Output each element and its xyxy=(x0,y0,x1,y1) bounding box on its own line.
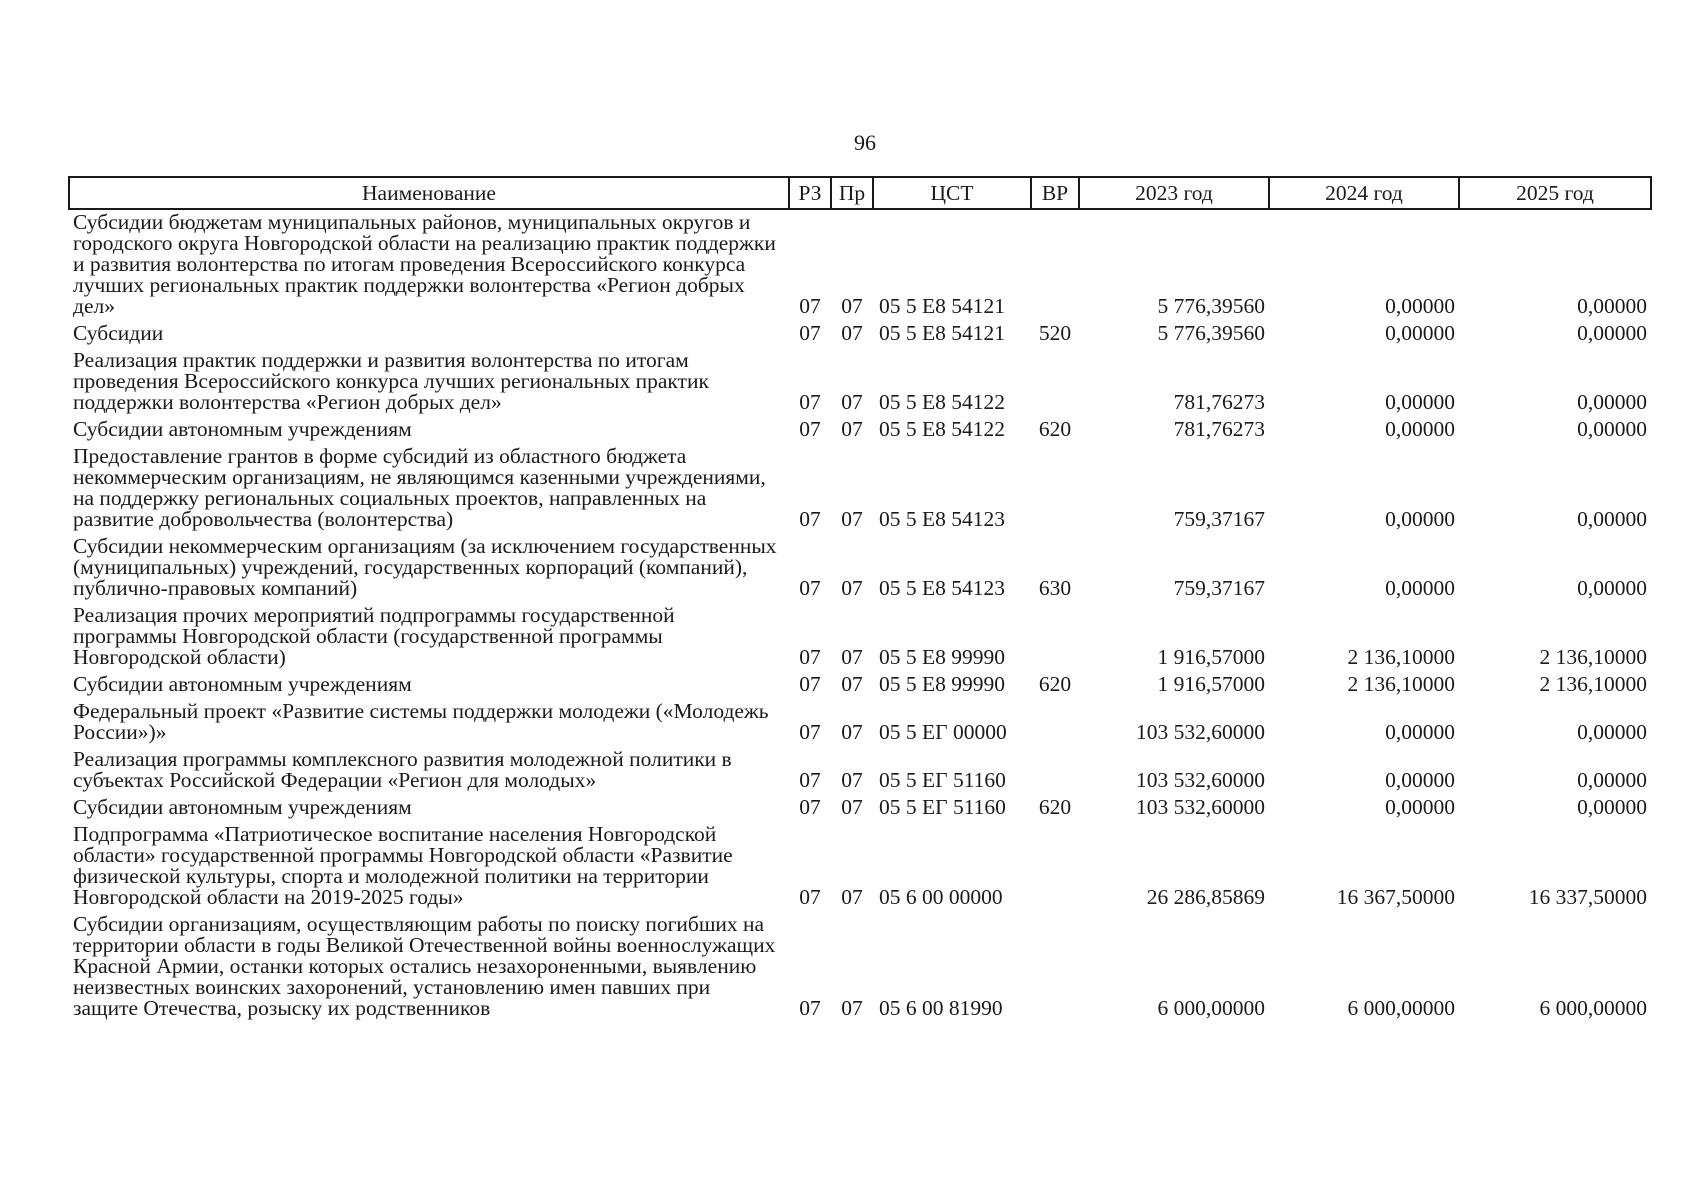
cell-vr: 620 xyxy=(1038,417,1072,441)
cell-name: Субсидии автономным учреждениям xyxy=(73,417,412,441)
cell-rz: 07 xyxy=(799,321,821,345)
cell-year-2023: 1 916,57000 xyxy=(1157,672,1265,696)
cell-year-2023: 759,37167 xyxy=(1173,507,1265,531)
table-row xyxy=(69,912,1651,1023)
header-year-2023: 2023 год xyxy=(1079,177,1269,209)
cell-cst: 05 5 Е8 54121 xyxy=(879,294,1006,318)
cell-rz: 07 xyxy=(799,417,821,441)
cell-cst: 05 5 ЕГ 51160 xyxy=(879,768,1006,792)
table-header-row xyxy=(69,177,1651,209)
cell-year-2025: 0,00000 xyxy=(1577,576,1647,600)
cell-year-2023: 6 000,00000 xyxy=(1157,996,1265,1020)
cell-vr: 620 xyxy=(1038,795,1072,819)
cell-rz: 07 xyxy=(799,507,821,531)
cell-pr: 07 xyxy=(841,321,863,345)
cell-year-2023: 1 916,57000 xyxy=(1157,645,1265,669)
cell-rz: 07 xyxy=(799,294,821,318)
cell-vr xyxy=(1031,747,1079,795)
cell-pr: 07 xyxy=(841,390,863,414)
cell-vr: 520 xyxy=(1038,321,1072,345)
cell-vr xyxy=(1031,444,1079,534)
cell-year-2025: 0,00000 xyxy=(1577,720,1647,744)
cell-pr: 07 xyxy=(841,417,863,441)
cell-pr: 07 xyxy=(841,996,863,1020)
cell-year-2023: 26 286,85869 xyxy=(1146,885,1265,909)
cell-vr xyxy=(1031,912,1079,1023)
cell-year-2024: 0,00000 xyxy=(1385,417,1455,441)
table-row xyxy=(69,822,1651,912)
cell-rz: 07 xyxy=(799,885,821,909)
page-number: 96 xyxy=(854,130,876,155)
cell-year-2025: 6 000,00000 xyxy=(1539,996,1647,1020)
cell-year-2023: 759,37167 xyxy=(1173,576,1265,600)
cell-year-2025: 2 136,10000 xyxy=(1539,672,1647,696)
table-row xyxy=(69,603,1651,672)
cell-year-2023: 781,76273 xyxy=(1173,390,1265,414)
cell-cst: 05 5 Е8 99990 xyxy=(879,645,1006,669)
cell-year-2023: 5 776,39560 xyxy=(1157,294,1265,318)
cell-pr: 07 xyxy=(841,885,863,909)
cell-year-2023: 103 532,60000 xyxy=(1136,720,1265,744)
cell-year-2025: 2 136,10000 xyxy=(1539,645,1647,669)
cell-name: Предоставление грантов в форме субсидий из областного бюджета некоммерческим организациям, не являющимся казенными учреждениями, на поддержку региональных социальных проектов, направленных на развитие добровольчества (волонтерства) xyxy=(73,444,766,531)
cell-name: Реализация программы комплексного развития молодежной политики в субъектах Российской Федерации «Регион для молодых» xyxy=(73,747,732,792)
cell-pr: 07 xyxy=(841,768,863,792)
cell-cst: 05 5 ЕГ 51160 xyxy=(879,795,1006,819)
cell-cst: 05 5 Е8 54123 xyxy=(879,576,1006,600)
cell-vr xyxy=(1031,348,1079,417)
table-row xyxy=(69,417,1651,444)
cell-vr xyxy=(1031,603,1079,672)
cell-cst: 05 6 00 00000 xyxy=(879,885,1003,909)
cell-year-2025: 0,00000 xyxy=(1577,507,1647,531)
cell-name: Субсидии бюджетам муниципальных районов, муниципальных округов и городского округа Новгородской области на реализацию практик поддержки и развития волонтерства по итогам проведения Всероссийского конкурса лучших региональных практик поддержки волонтерства «Регион добрых дел» xyxy=(73,210,776,318)
cell-pr: 07 xyxy=(841,576,863,600)
header-vr: ВР xyxy=(1031,177,1079,209)
cell-name: Подпрограмма «Патриотическое воспитание населения Новгородской области» государственной программы Новгородской области «Развитие физической культуры, спорта и молодежной политики на территории Новгородской области на 2019-2025 годы» xyxy=(73,822,733,909)
cell-rz: 07 xyxy=(799,795,821,819)
table-row xyxy=(69,672,1651,699)
cell-year-2023: 781,76273 xyxy=(1173,417,1265,441)
table-row xyxy=(69,534,1651,603)
cell-cst: 05 6 00 81990 xyxy=(879,996,1003,1020)
header-year-2025: 2025 год xyxy=(1459,177,1651,209)
cell-vr xyxy=(1031,209,1079,321)
budget-table xyxy=(68,176,1652,1023)
cell-year-2023: 103 532,60000 xyxy=(1136,795,1265,819)
cell-rz: 07 xyxy=(799,768,821,792)
cell-cst: 05 5 Е8 54122 xyxy=(879,390,1006,414)
cell-rz: 07 xyxy=(799,672,821,696)
cell-cst: 05 5 Е8 54121 xyxy=(879,321,1006,345)
table-body xyxy=(69,209,1651,1023)
cell-name: Федеральный проект «Развитие системы поддержки молодежи («Молодежь России»)» xyxy=(73,699,769,744)
cell-year-2024: 0,00000 xyxy=(1385,294,1455,318)
cell-year-2024: 0,00000 xyxy=(1385,321,1455,345)
cell-year-2024: 0,00000 xyxy=(1385,795,1455,819)
header-cst: ЦСТ xyxy=(873,177,1031,209)
cell-pr: 07 xyxy=(841,672,863,696)
cell-vr xyxy=(1031,822,1079,912)
cell-cst: 05 5 Е8 54123 xyxy=(879,507,1006,531)
cell-name: Субсидии организациям, осуществляющим работы по поиску погибших на территории области в годы Великой Отечественной войны военнослужащих Красной Армии, останки которых остались незахороненными, выявлению неизвестных воинских захоронений, установлению имен павших при защите Отечества, розыску их родственников xyxy=(73,912,776,1020)
header-pr: Пр xyxy=(831,177,873,209)
cell-year-2023: 5 776,39560 xyxy=(1157,321,1265,345)
cell-year-2025: 0,00000 xyxy=(1577,390,1647,414)
cell-name: Субсидии xyxy=(73,321,164,345)
header-rz: РЗ xyxy=(789,177,831,209)
table-row xyxy=(69,444,1651,534)
cell-pr: 07 xyxy=(841,645,863,669)
cell-pr: 07 xyxy=(841,294,863,318)
cell-year-2025: 0,00000 xyxy=(1577,294,1647,318)
cell-year-2024: 2 136,10000 xyxy=(1347,672,1455,696)
cell-year-2025: 16 337,50000 xyxy=(1528,885,1647,909)
cell-pr: 07 xyxy=(841,795,863,819)
cell-name: Реализация прочих мероприятий подпрограммы государственной программы Новгородской области (государственной программы Новгородской области) xyxy=(73,603,675,669)
cell-pr: 07 xyxy=(841,720,863,744)
cell-year-2025: 0,00000 xyxy=(1577,795,1647,819)
table-row xyxy=(69,209,1651,321)
cell-name: Субсидии автономным учреждениям xyxy=(73,795,412,819)
cell-year-2024: 6 000,00000 xyxy=(1347,996,1455,1020)
header-name: Наименование xyxy=(69,177,789,209)
cell-name: Субсидии некоммерческим организациям (за исключением государственных (муниципальных) учреждений, государственных корпораций (компаний), публично-правовых компаний) xyxy=(73,534,777,600)
header-year-2024: 2024 год xyxy=(1269,177,1459,209)
cell-cst: 05 5 Е8 99990 xyxy=(879,672,1006,696)
cell-year-2025: 0,00000 xyxy=(1577,768,1647,792)
cell-year-2024: 0,00000 xyxy=(1385,720,1455,744)
cell-rz: 07 xyxy=(799,720,821,744)
cell-cst: 05 5 ЕГ 00000 xyxy=(879,720,1007,744)
cell-year-2024: 0,00000 xyxy=(1385,390,1455,414)
cell-vr: 620 xyxy=(1038,672,1072,696)
cell-rz: 07 xyxy=(799,390,821,414)
cell-rz: 07 xyxy=(799,576,821,600)
cell-rz: 07 xyxy=(799,645,821,669)
cell-name: Субсидии автономным учреждениям xyxy=(73,672,412,696)
table-row xyxy=(69,795,1651,822)
cell-year-2024: 2 136,10000 xyxy=(1347,645,1455,669)
cell-year-2025: 0,00000 xyxy=(1577,321,1647,345)
cell-year-2025: 0,00000 xyxy=(1577,417,1647,441)
cell-year-2024: 0,00000 xyxy=(1385,768,1455,792)
cell-rz: 07 xyxy=(799,996,821,1020)
cell-year-2024: 0,00000 xyxy=(1385,507,1455,531)
cell-pr: 07 xyxy=(841,507,863,531)
cell-cst: 05 5 Е8 54122 xyxy=(879,417,1006,441)
cell-year-2023: 103 532,60000 xyxy=(1136,768,1265,792)
table-row xyxy=(69,747,1651,795)
cell-year-2024: 0,00000 xyxy=(1385,576,1455,600)
table-row xyxy=(69,699,1651,747)
cell-vr xyxy=(1031,699,1079,747)
table-row xyxy=(69,321,1651,348)
table-row xyxy=(69,348,1651,417)
cell-name: Реализация практик поддержки и развития волонтерства по итогам проведения Всероссийского конкурса лучших региональных практик поддержки волонтерства «Регион добрых дел» xyxy=(73,348,709,414)
cell-vr: 630 xyxy=(1038,576,1072,600)
cell-year-2024: 16 367,50000 xyxy=(1336,885,1455,909)
